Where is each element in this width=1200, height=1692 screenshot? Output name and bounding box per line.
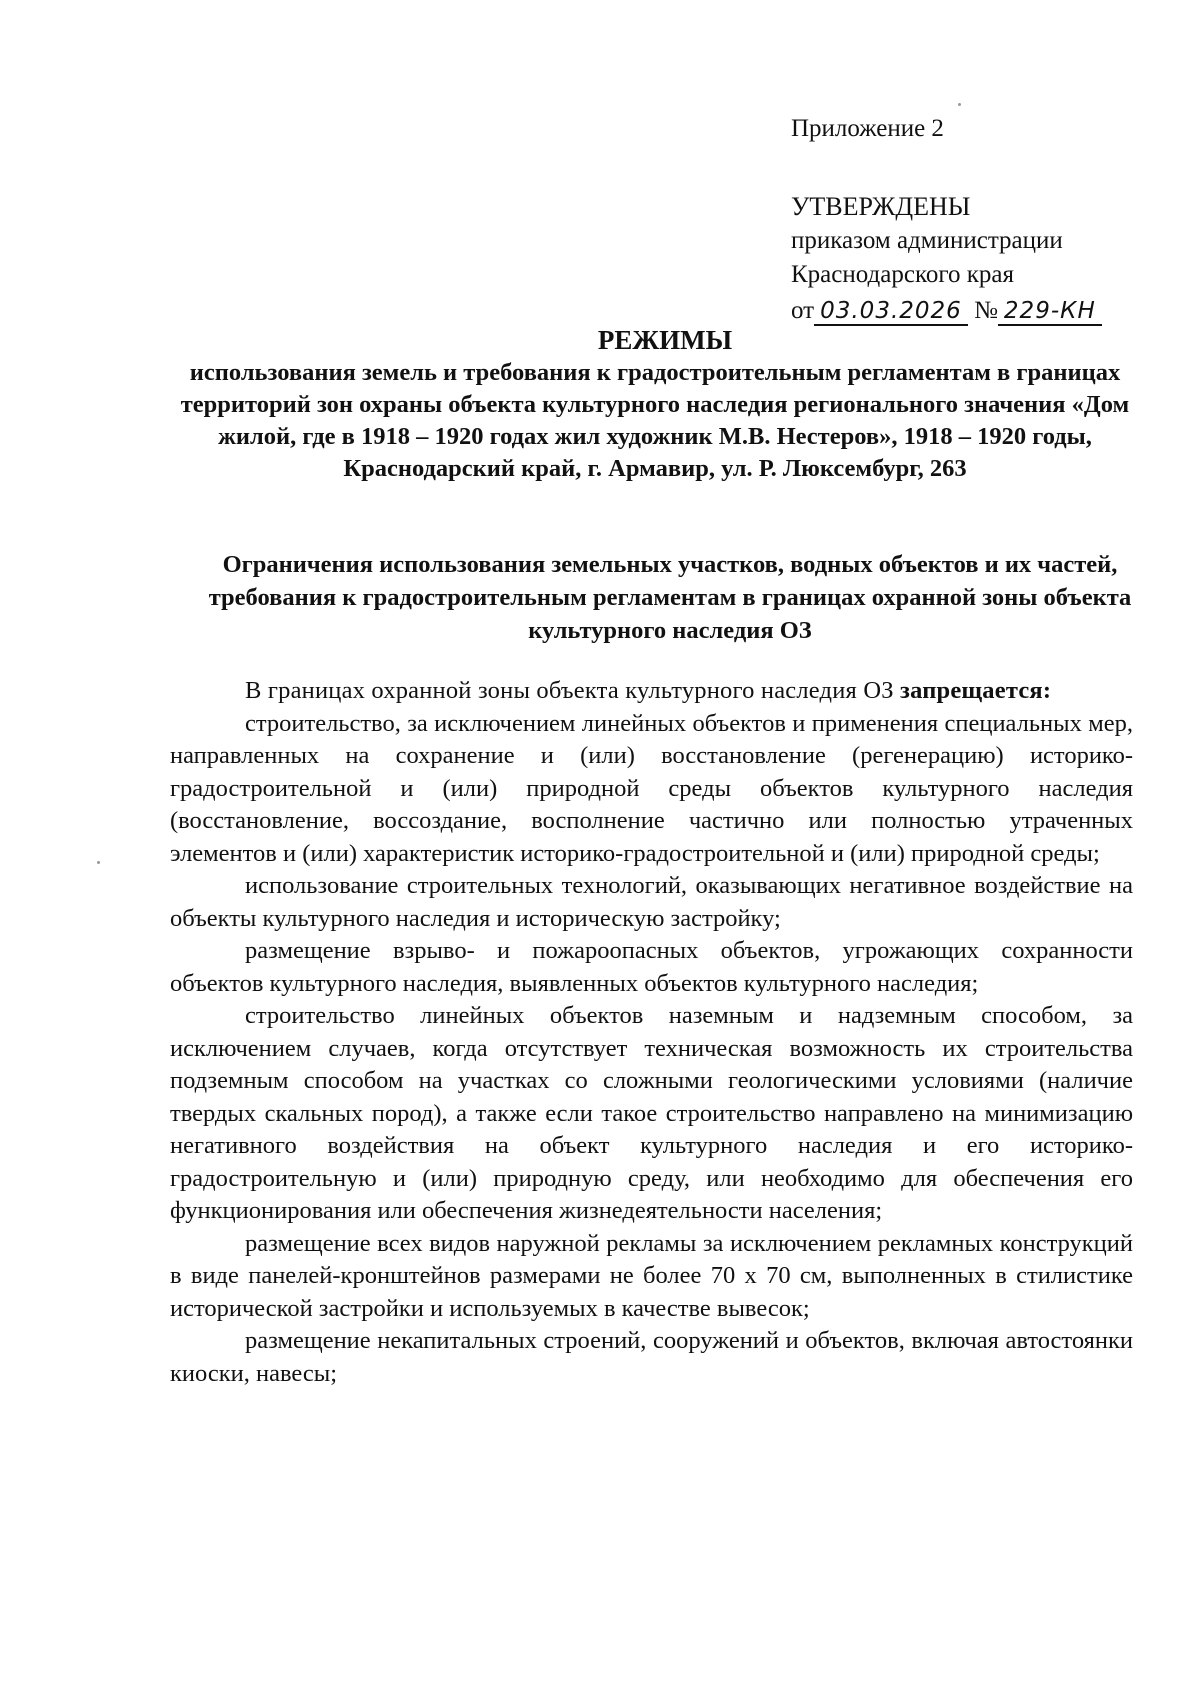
lead-text: В границах охранной зоны объекта культурного наследия ОЗ [245,677,894,704]
scan-speck [97,861,100,864]
number-prefix: № [974,297,998,324]
section-heading: Ограничения использования земельных участков, водных объектов и их частей, требования к градостроительным регламентам в границах охранной зоны объекта культурного наследия ОЗ [208,551,1132,644]
restriction-item: использование строительных технологий, оказывающих негативное воздействие на объекты культурного наследия и историческую застройку; [170,872,1133,932]
restriction-item: размещение взрыво- и пожароопасных объектов, угрожающих сохранности объектов культурного наследия, выявленных объектов культурного наследия; [170,937,1133,997]
lead-paragraph [170,675,1133,708]
order-date: 03.03.2026 [814,298,968,326]
scan-speck [958,103,961,106]
document-title: РЕЖИМЫ [597,325,733,355]
lead-bold-text: запрещается: [900,677,1052,704]
restriction-item: размещение некапитальных строений, сооружений и объектов, включая автостоянки киоски, навесы; [170,1327,1133,1387]
document-body [170,675,1133,1390]
restriction-item: строительство линейных объектов наземным и надземным способом, за исключением случаев, когда отсутствует техническая возможность их строительства подземным способом на участках со сложными геологическими условиями (наличие твердых скальных пород), а также если такое строительство направлено на минимизацию негативного воздействия на объект культурного наследия и его историко-градостроительную и (или) природную среду, или необходимо для обеспечения его функционирования или обеспечения жизнедеятельности населения; [170,1002,1133,1224]
restriction-item: строительство, за исключением линейных объектов и применения специальных мер, направленных на сохранение и (или) восстановление (регенерацию) историко-градостроительной и (или) природной среды объектов культурного наследия (восстановление, воссоздание, восполнение частично или полностью утраченных элементов и (или) характеристик историко-градостроительной и (или) природной среды; [170,709,1133,867]
approval-block [791,112,1171,328]
approval-line-2: Краснодарского края [791,261,1014,288]
document-subtitle: использования земель и требования к градостроительным регламентам в границах территорий зон охраны объекта культурного наследия регионального значения «Дом жилой, где в 1918 – 1920 годах жил художник М.В. Нестеров», 1918 – 1920 годы, Краснодарский край, г. Армавир, ул. Р. Люксембург, 263 [180,359,1130,482]
order-number: 229-КН [998,298,1102,326]
restriction-item: размещение всех видов наружной рекламы за исключением рекламных конструкций в виде панелей-кронштейнов размерами не более 70 х 70 см, выполненных в стилистике исторической застройки и используемых в качестве вывесок; [170,1229,1133,1322]
approval-line-1: приказом администрации [791,227,1063,254]
document-title-block [140,323,1170,485]
date-prefix: от [791,297,815,324]
approved-label: УТВЕРЖДЕНЫ [791,192,971,221]
annex-label: Приложение 2 [791,115,944,142]
